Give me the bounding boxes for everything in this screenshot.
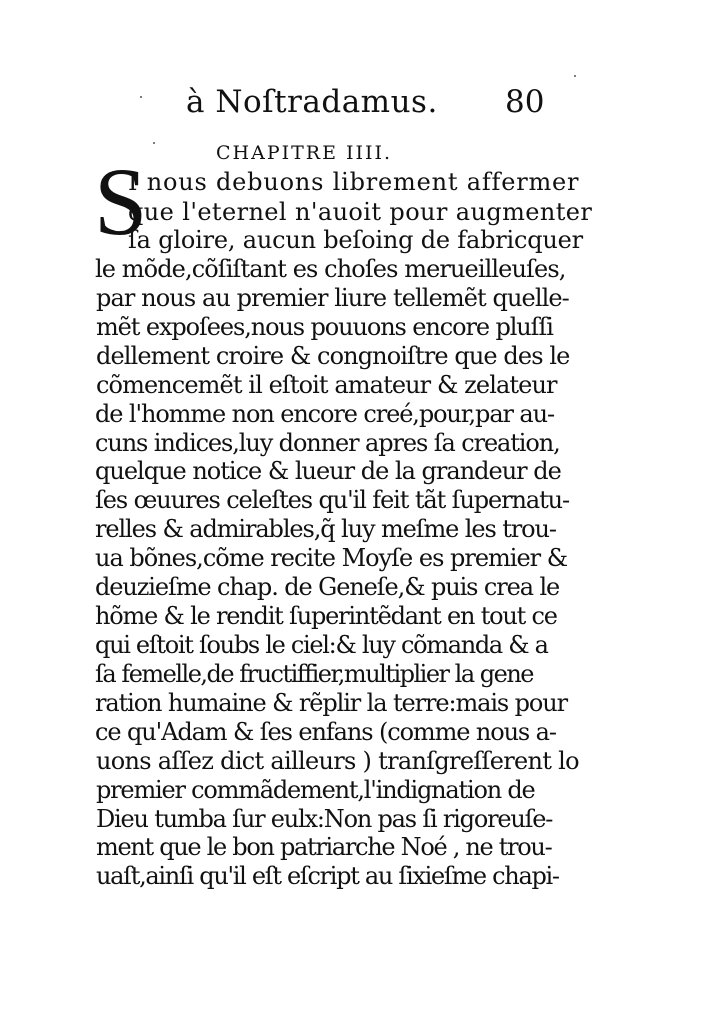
running-title: à Noſtradamus. <box>186 84 438 120</box>
text-line: ration humaine & rẽplir la terre:mais pour <box>95 689 567 717</box>
text-line: uons aſſez dict ailleurs ) tranſgreſſerent lo <box>96 747 579 775</box>
text-line: cõmencemẽt il eſtoit amateur & zelateur <box>96 371 557 399</box>
text-line: I nous debuons librement affermer <box>128 168 580 196</box>
text-line: ce qu'Adam & ſes enfans (comme nous a- <box>95 718 556 746</box>
text-line: hõme & le rendit ſuperintẽdant en tout ce <box>95 602 557 630</box>
page-number: 80 <box>505 84 545 120</box>
text-line: par nous au premier liure tellemẽt quelle- <box>96 284 569 312</box>
text-line: Dieu tumba ſur eulx:Non pas ſi rigoreuſe- <box>96 805 553 833</box>
text-line: qui eſtoit ſoubs le ciel:& luy cõmanda & a <box>95 631 548 659</box>
text-line: uaſt,ainſi qu'il eſt eſcript au ſixieſme chapi- <box>96 862 559 890</box>
text-line: ſa femelle,de fructiffier,multiplier la gene <box>95 660 533 688</box>
chapter-heading: CHAPITRE IIII. <box>216 142 393 164</box>
text-line: que l'eternel n'auoit pour augmenter <box>128 198 593 226</box>
text-line: de l'homme non encore creé,pour,par au- <box>95 400 555 428</box>
text-line: ſa gloire, aucun beſoing de fabricquer <box>128 226 583 254</box>
text-line: deuzieſme chap. de Geneſe,& puis crea le <box>95 573 560 601</box>
text-line: le mõde,cõſiſtant es choſes merueilleuſes, <box>95 255 566 283</box>
text-line: dellement croire & congnoiſtre que des le <box>96 342 570 370</box>
text-line: premier commãdement,l'indignation de <box>96 776 535 804</box>
drop-cap-initial: S <box>94 148 148 255</box>
text-line: mẽt expoſees,nous pouuons encore pluſſi <box>96 313 553 341</box>
ink-speck <box>153 142 155 144</box>
text-line: ua bõnes,cõme recite Moyſe es premier & <box>95 544 568 572</box>
text-line: cuns indices,luy donner apres ſa creation, <box>95 429 560 457</box>
ink-speck <box>574 75 576 77</box>
text-line: relles & admirables,q̃ luy meſme les trou- <box>95 515 556 543</box>
ink-speck <box>140 96 142 98</box>
text-line: ment que le bon patriarche Noé , ne trou- <box>96 833 552 861</box>
text-line: ſes œuures celeſtes qu'il feit tãt ſupernatu- <box>95 486 570 514</box>
text-line: quelque notice & lueur de la grandeur de <box>95 457 561 485</box>
